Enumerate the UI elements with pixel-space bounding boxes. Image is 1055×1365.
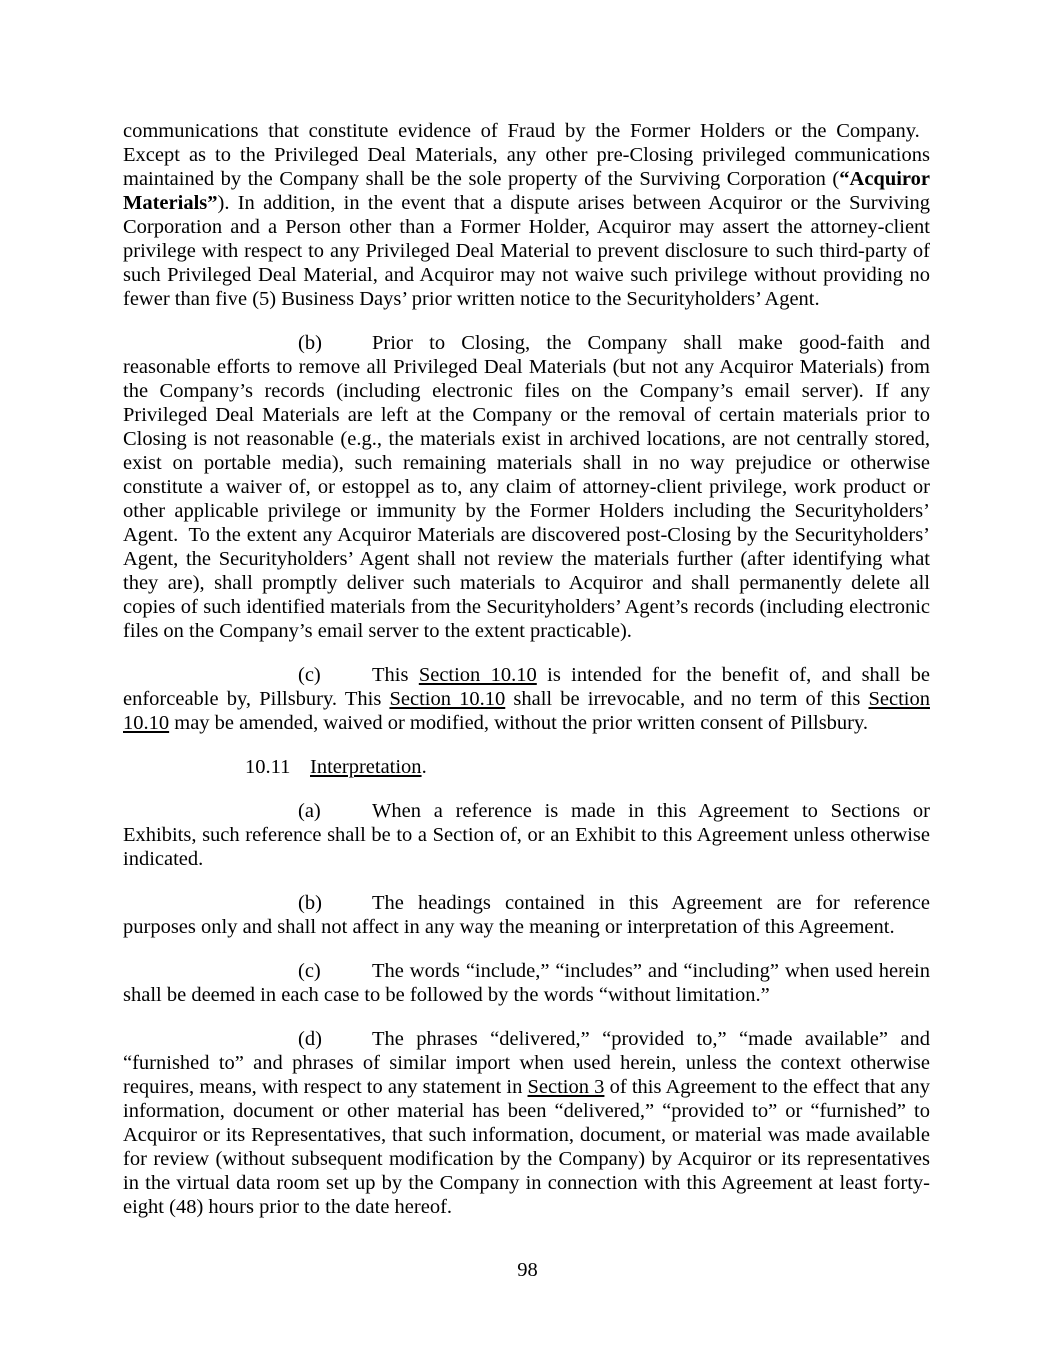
text-run: Section 10.10 [418, 664, 537, 686]
text-run: “Acquiror Materials” [123, 168, 930, 214]
text-run: may be amended, waived or modified, without the prior written consent of Pillsbury. [169, 712, 869, 734]
text-run: of this Agreement to the effect that any information, document or other material has been “delivered,” “provided to” or “furnished” to Acquiror or its Representatives, that such information, document, or material was made available for review (without subsequent modification by the Company) by Acquiror or its representatives in the virtual data room set up by the Company in connection with this Agreement at least forty-eight (48) hours prior to the date hereof. [123, 1076, 930, 1218]
text-run: Section 10.10 [389, 688, 506, 710]
section-heading [123, 755, 930, 779]
text-run: Section 3 [527, 1076, 605, 1098]
paragraph-letter: (b) [298, 332, 322, 354]
document-body [123, 119, 930, 1239]
text-run: ). In addition, in the event that a dispute arises between Acquiror or the Surviving Corporation and a Person other than a Former Holder, Acquiror may assert the attorney-client privilege with respect to any Privileged Deal Material to prevent disclosure to such third-party of such Privileged Deal Material, and Acquiror may not waive such privilege without providing no fewer than five (5) Business Days’ prior written notice to the Securityholders’ Agent. [123, 192, 930, 310]
paragraph [123, 1027, 930, 1219]
text-run: Prior to Closing, the Company shall make good-faith and reasonable efforts to remove all Privileged Deal Materials (but not any Acquiror Materials) from the Company’s records (including electronic files on the Company’s email server). If any Privileged Deal Materials are left at the Company or the removal of certain materials prior to Closing is not reasonable (e.g., the materials exist in archived locations, are not centrally stored, exist on portable media), such remaining materials shall in no way prejudice or otherwise constitute a waiver of, or estoppel as to, any claim of attorney-client privilege, work product or other applicable privilege or immunity by the Former Holders including the Securityholders’ Agent. To the extent any Acquiror Materials are discovered post-Closing by the Securityholders’ Agent, the Securityholders’ Agent shall not review the materials further (after identifying what they are), shall promptly deliver such materials to Acquiror and shall permanently delete all copies of such identified materials from the Securityholders’ Agent’s records (including electronic files on the Company’s email server to the extent practicable). [123, 332, 930, 642]
paragraph [123, 663, 930, 735]
paragraph [123, 891, 930, 939]
text-run: shall be irrevocable, and no term of this [505, 688, 869, 710]
text-run: Interpretation [310, 756, 422, 778]
text-run: When a reference is made in this Agreement to Sections or Exhibits, such reference shall be to a Section of, or an Exhibit to this Agreement unless otherwise indicated. [123, 800, 930, 870]
page-footer [0, 1258, 1055, 1282]
text-run: This [372, 664, 419, 686]
page-number: 98 [517, 1259, 538, 1281]
text-run: The headings contained in this Agreement are for reference purposes only and shall not affect in any way the meaning or interpretation of this Agreement. [123, 892, 930, 938]
text-run: . [421, 756, 427, 778]
text-run: Section 10.10 [123, 688, 930, 734]
paragraph [123, 331, 930, 643]
paragraph-letter: (c) [298, 664, 321, 686]
paragraph [123, 959, 930, 1007]
section-number: 10.11 [245, 756, 291, 778]
paragraph-letter: (b) [298, 892, 322, 914]
text-run: is intended for the benefit of, and shall be enforceable by, Pillsbury. This [123, 664, 930, 710]
text-run: communications that constitute evidence of Fraud by the Former Holders or the Company. Except as to the Privileged Deal Materials, any other pre-Closing privileged communications maintained by the Company shall be the sole property of the Surviving Corporation ( [123, 120, 930, 190]
paragraph [123, 119, 930, 311]
paragraph-letter: (a) [298, 800, 321, 822]
paragraph-letter: (d) [298, 1028, 322, 1050]
text-run: The words “include,” “includes” and “including” when used herein shall be deemed in each case to be followed by the words “without limitation.” [123, 960, 930, 1006]
text-run: The phrases “delivered,” “provided to,” “made available” and “furnished to” and phrases of similar import when used herein, unless the context otherwise requires, means, with respect to any statement in [123, 1028, 930, 1098]
paragraph [123, 799, 930, 871]
paragraph-letter: (c) [298, 960, 321, 982]
